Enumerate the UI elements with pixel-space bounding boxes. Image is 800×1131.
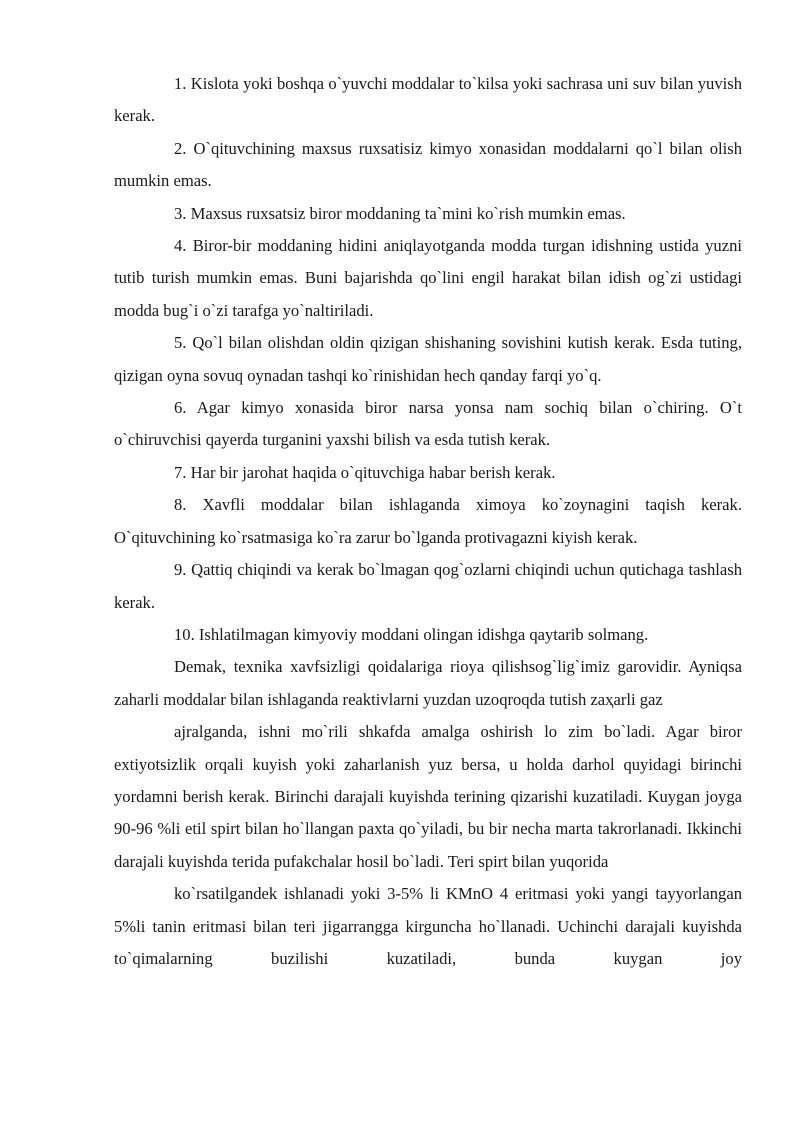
paragraph-rule-5: 5. Qo`l bilan olishdan oldin qizigan shishaning sovishini kutish kerak. Esda tuting, qizigan oyna sovuq oynadan tashqi ko`rinishidan hech qanday farqi yo`q. (114, 333, 742, 385)
paragraph-rule-7: 7. Har bir jarohat haqida o`qituvchiga habar berish kerak. (174, 462, 556, 482)
paragraph-rule-9: 9. Qattiq chiqindi va kerak bo`lmagan qog`ozlarni chiqindi uchun qutichaga tashlash kerak. (114, 560, 742, 612)
paragraph-rule-3: 3. Maxsus ruxsatsiz biror moddaning ta`mini ko`rish mumkin emas. (174, 203, 626, 223)
paragraph-rule-8: 8. Xavfli moddalar bilan ishlaganda ximoya ko`zoynagini taqish kerak. O`qituvchining ko`rsatmasiga ko`ra zarur bo`lganda protivagazni kiyish kerak. (114, 495, 742, 547)
paragraph-rule-1: 1. Kislota yoki boshqa o`yuvchi moddalar to`kilsa yoki sachrasa uni suv bilan yuvish kerak. (114, 74, 742, 126)
paragraph-burn-treatment: ko`rsatilgandek ishlanadi yoki 3-5% li KMnO 4 eritmasi yoki yangi tayyorlangan 5%li tanin eritmasi bilan teri jigarrangga kirguncha ho`llanadi. Uchinchi darajali kuyishda to`qimalarning buzilishi kuzatiladi, bunda kuygan joy (114, 884, 742, 968)
paragraph-rule-2: 2. O`qituvchining maxsus ruxsatisiz kimyo xonasidan moddalarni qo`l bilan olish mumkin emas. (114, 138, 742, 191)
document-page (114, 68, 742, 975)
paragraph-rule-6: 6. Agar kimyo xonasida biror narsa yonsa nam sochiq bilan o`chiring. O`t o`chiruvchisi qayerda turganini yaxshi bilish va esda tutish kerak. (114, 398, 742, 450)
paragraph-rule-10: 10. Ishlatilmagan kimyoviy moddani olingan idishga qaytarib solmang. (174, 624, 649, 644)
paragraph-rule-4: 4. Biror-bir moddaning hidini aniqlayotganda modda turgan idishning ustida yuzni tutib turish mumkin emas. Buni bajarishda qo`lini engil harakat bilan idish og`zi ustidagi modda bug`i o`zi tarafga yo`naltiriladi. (114, 236, 742, 320)
paragraph-conclusion: Demak, texnika xavfsizligi qoidalariga rioya qilishsog`lig`imiz garovidir. Ayniqsa zaharli moddalar bilan ishlaganda reaktivlarni yuzdan uzoqroqda tutish zaҳarli gaz (114, 657, 742, 709)
paragraph-first-aid: ajralganda, ishni mo`rili shkafda amalga oshirish lo zim bo`ladi. Agar biror extiyotsizlik orqali kuyish yoki zaharlanish yuz bersa, u holda darhol quyidagi birinchi yordamni berish kerak. Birinchi darajali kuyishda terining qizarishi kuzatiladi. Kuygan joyga 90-96 %li etil spirt bilan ho`llangan paxta qo`yiladi, bu bir necha marta takrorlanadi. Ikkinchi darajali kuyishda terida pufakchalar hosil bo`ladi. Teri spirt bilan yuqorida (114, 722, 742, 871)
